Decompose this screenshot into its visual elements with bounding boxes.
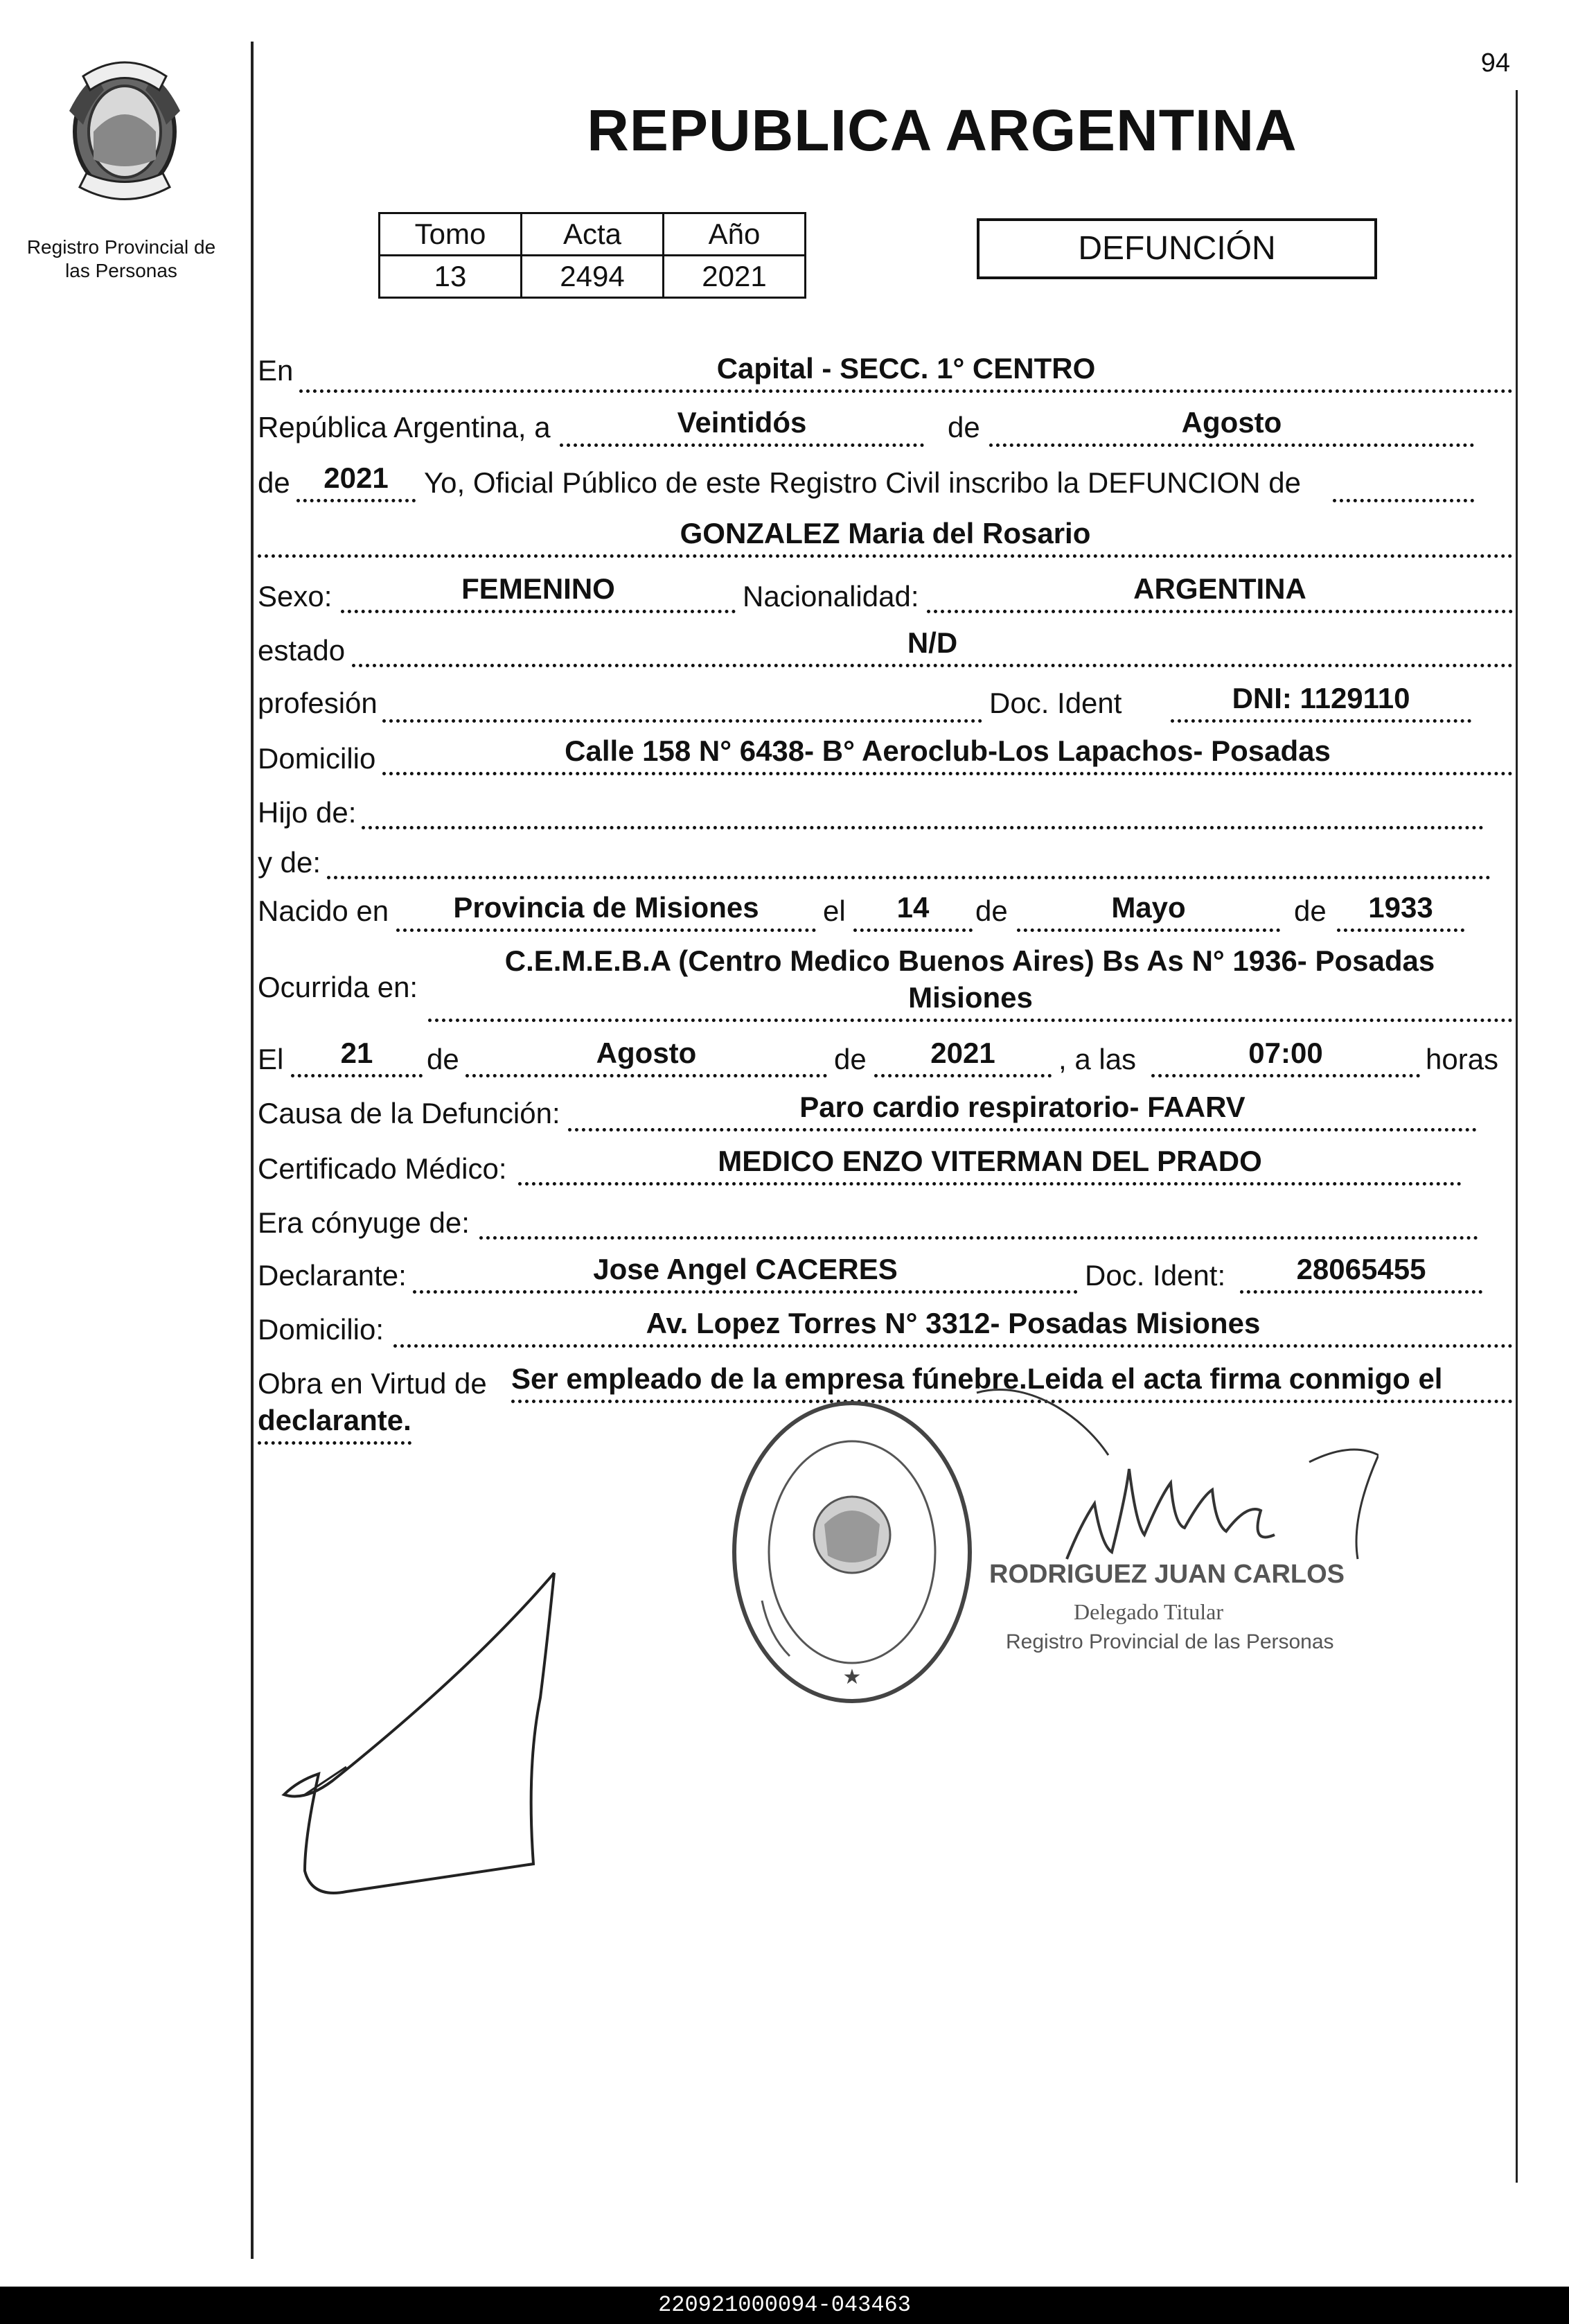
official-office: Registro Provincial de las Personas <box>1006 1630 1334 1653</box>
hijo-de-label: Hijo de: <box>258 796 357 829</box>
de-label-4: de <box>1294 895 1327 927</box>
en-label: En <box>258 354 294 387</box>
nacionalidad-field: ARGENTINA <box>927 575 1513 613</box>
acta-value: 2494 <box>522 256 664 298</box>
oficial-trailing-field <box>1333 464 1474 502</box>
anio-header: Año <box>664 213 806 256</box>
left-margin-line <box>251 42 254 2259</box>
ocurrida-en-label: Ocurrida en: <box>258 971 418 1003</box>
obra-field-line1: Ser empleado de la empresa fúnebre.Leida el acta firma conmigo el <box>511 1365 1513 1403</box>
causa-field: Paro cardio respiratorio- FAARV <box>568 1093 1477 1132</box>
hora-defuncion-field: 07:00 <box>1151 1039 1420 1077</box>
conyuge-field <box>479 1201 1478 1240</box>
official-title: Delegado Titular <box>1074 1599 1223 1624</box>
republica-label: República Argentina, a <box>258 411 551 443</box>
certificado-label: Certificado Médico: <box>258 1152 507 1185</box>
svg-text:★: ★ <box>842 1665 862 1689</box>
declarante-label: Declarante: <box>258 1259 407 1292</box>
dia-defuncion-field: 21 <box>291 1039 423 1077</box>
estado-field: N/D <box>352 629 1513 667</box>
mes-registro-field: Agosto <box>989 409 1474 447</box>
ocurrida-line1: C.E.M.E.B.A (Centro Medico Buenos Aires) Bs As N° 1936- Posadas <box>504 944 1435 977</box>
certificado-field: MEDICO ENZO VITERMAN DEL PRADO <box>518 1147 1462 1186</box>
province-seal-logo <box>55 49 194 208</box>
el-label: el <box>823 895 846 927</box>
official-name: RODRIGUEZ JUAN CARLOS <box>989 1560 1345 1589</box>
document-id-footer: 220921000094-043463 <box>0 2287 1569 2324</box>
declarant-signature <box>263 1559 582 1912</box>
y-de-field <box>327 841 1491 879</box>
reference-table <box>378 212 806 299</box>
obra-label: Obra en Virtud de <box>258 1367 487 1400</box>
sexo-field: FEMENINO <box>341 575 736 613</box>
documento-field: DNI: 1129110 <box>1171 685 1471 723</box>
registry-name-line2: las Personas <box>65 260 177 281</box>
acta-header: Acta <box>522 213 664 256</box>
lugar-nacimiento-field: Provincia de Misiones <box>396 894 816 932</box>
registry-name-line1: Registro Provincial de <box>26 236 216 258</box>
estado-label: estado <box>258 634 346 667</box>
official-stamp <box>720 1393 984 1711</box>
anio-registro-field: 2021 <box>296 464 416 502</box>
domicilio-field: Calle 158 N° 6438- B° Aeroclub-Los Lapachos- Posadas <box>382 737 1513 775</box>
mes-defuncion-field: Agosto <box>466 1039 827 1077</box>
conyuge-label: Era cónyuge de: <box>258 1206 470 1239</box>
doc-ident-label: Doc. Ident <box>989 687 1122 719</box>
profesion-field <box>382 685 982 723</box>
fallecido-field: GONZALEZ Maria del Rosario <box>258 520 1513 558</box>
sexo-label: Sexo: <box>258 580 333 613</box>
dia-registro-field: Veintidós <box>560 409 924 447</box>
de-label-1: de <box>948 411 980 443</box>
hijo-de-field <box>362 791 1484 829</box>
domicilio-label: Domicilio <box>258 742 376 775</box>
declarante-domicilio-field: Av. Lopez Torres N° 3312- Posadas Misiones <box>393 1310 1513 1348</box>
de-label-6: de <box>834 1043 867 1075</box>
tomo-header: Tomo <box>380 213 522 256</box>
ocurrida-field: Misiones <box>428 984 1513 1022</box>
causa-label: Causa de la Defunción: <box>258 1097 560 1129</box>
anio-nacimiento-field: 1933 <box>1337 894 1464 932</box>
anio-defuncion-field: 2021 <box>874 1039 1052 1077</box>
mes-nacimiento-field: Mayo <box>1017 894 1280 932</box>
nacido-en-label: Nacido en <box>258 895 389 927</box>
de-label-2: de <box>258 466 290 499</box>
page-number: 94 <box>1480 49 1510 78</box>
lugar-field: Capital - SECC. 1° CENTRO <box>299 355 1513 393</box>
right-margin-line <box>1516 90 1518 2183</box>
el-cap-label: El <box>258 1043 284 1075</box>
domicilio-label-2: Domicilio: <box>258 1313 384 1346</box>
horas-label: horas <box>1426 1043 1499 1075</box>
a-las-label: , a las <box>1058 1043 1137 1075</box>
de-label-5: de <box>427 1043 459 1075</box>
oficial-text: Yo, Oficial Público de este Registro Civil inscribo la DEFUNCION de <box>424 466 1301 499</box>
nacionalidad-label: Nacionalidad: <box>743 580 919 613</box>
obra-field-line2: declarante. <box>258 1407 411 1445</box>
tomo-value: 13 <box>380 256 522 298</box>
declarante-doc-field: 28065455 <box>1240 1256 1482 1294</box>
dia-nacimiento-field: 14 <box>853 894 973 932</box>
anio-value: 2021 <box>664 256 806 298</box>
profesion-label: profesión <box>258 687 378 719</box>
y-de-label: y de: <box>258 846 321 879</box>
declarante-field: Jose Angel CACERES <box>413 1256 1078 1294</box>
doc-ident-label-2: Doc. Ident: <box>1085 1259 1226 1292</box>
de-label-3: de <box>975 895 1008 927</box>
document-title: REPUBLICA ARGENTINA <box>587 98 1297 163</box>
record-type-box: DEFUNCIÓN <box>977 218 1377 279</box>
